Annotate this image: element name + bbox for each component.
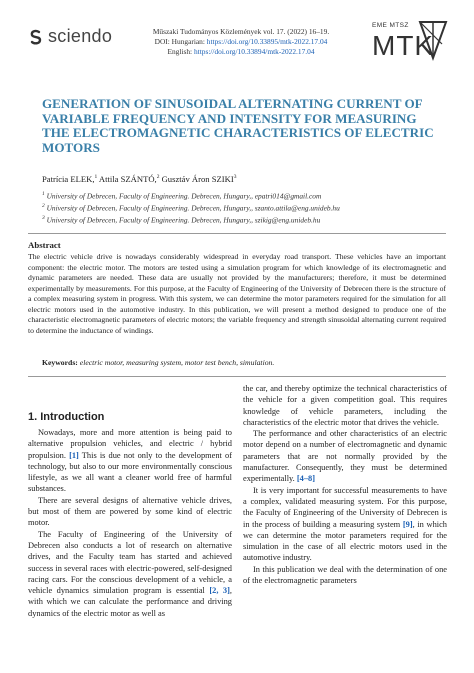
- mtk-logo-icon: [416, 18, 450, 62]
- doi-english-link[interactable]: https://doi.org/10.33894/mtk-2022.17.04: [193, 47, 315, 56]
- paragraph: Nowadays, more and more attention is being paid to alternative propulsion vehicles, and electric / hybrid propulsion. [1] This is due not only to the development of technology, but also to our more environmentally conscious lifestyle, as we all want a cleaner world free of harmful substances.: [28, 428, 232, 494]
- paragraph: The Faculty of Engineering of the University of Debrecen also conducts a lot of research on alternative drives, and the Faculty team has started and achieved success in several races with electric-powered, self-designed racing cars. For the conscious development of a vehicle, a vehicle dynamics simulation program is essential [2, 3], with which we can calculate the performance and driving dynamics of the electric motor as well as: [28, 529, 233, 618]
- paragraph: The performance and other characteristics of an electric motor depend on a number of electromagnetic and dynamic parameters that are not normally provided by the manufacturer. Consequently, they must be determined experimentally. [4–8]: [243, 429, 447, 484]
- right-column: [243, 383, 447, 586]
- doi-english: English: https://doi.org/10.33894/mtk-2022.17.04: [167, 47, 315, 56]
- abstract-heading: Abstract: [28, 240, 61, 250]
- keywords-list: electric motor, measuring system, motor test bench, simulation.: [77, 358, 275, 367]
- affiliation: $^1$ University of Debrecen, Faculty of Engineering. Debrecen, Hungary,, epatri014@gmail.com: [42, 191, 322, 201]
- left-column: [28, 427, 232, 619]
- doi-hungarian-link[interactable]: https://doi.org/10.33895/mtk-2022.17.04: [206, 37, 328, 46]
- emt-logo-small-text: EME MTSZ: [372, 22, 409, 29]
- section-heading: 1. Introduction: [28, 411, 105, 423]
- mtk-logo-text: MTK: [372, 30, 435, 61]
- journal-header: [136, 27, 346, 57]
- paragraph: In this publication we deal with the determination of one of the electromagnetic parameters: [243, 564, 447, 586]
- paragraph: It is very important for successful measurements to have a complex, validated measuring system. For this purpose, the Faculty of Engineering of the University of Debrecen is in the process of building a measuring system [9], in which we can determine the motor parameters required for the simulation in the case of all electric motors used in the automotive industry.: [243, 485, 447, 563]
- citation-link[interactable]: [1]: [69, 450, 79, 460]
- citation-link[interactable]: [9]: [402, 519, 413, 529]
- sciendo-logo-icon: [28, 29, 44, 45]
- affiliation: $^2$ University of Debrecen, Faculty of Engineering. Debrecen, Hungary,, szanto.attila@eng.unideb.hu: [42, 203, 340, 213]
- paragraph: the car, and thereby optimize the technical characteristics of the vehicle for a given competition goal. This requires knowledge of vehicle parameters, including the characteristics of the electric motor that drives the vehicle.: [243, 384, 447, 427]
- abstract-text: The electric vehicle drive is nowadays considerably widespread in everyday road transport. These vehicles have an important component: the electric motor. The motors are tested using a simulation program for which knowledge of its electromagnetic and dynamic parameters are needed. These data are usually not provided by the manufacturers; therefore, it must be determined experimentally by measurements. For this purpose, at the Faculty of Engineering of the University of Debrecen there is the structure of a complex measuring system in progress. With this system, we can determine the motor parameters required for the simulation for all electric motors used in the automotive industry. In this publication, we will present a method designed to produce one of the characteristic electromagnetic parameters of electric motors; the variable frequency and strength sinusoidal alternating current required to determine the inductance of windings.: [28, 252, 446, 335]
- author-list: Patrícia ELEK,$^1$ Attila SZÁNTÓ,$^2$ Gusztáv Áron SZIKI$^3$: [42, 174, 237, 184]
- doi-hungarian: DOI: Hungarian: https://doi.org/10.33895/mtk-2022.17.04: [154, 37, 328, 46]
- sciendo-logo: [28, 26, 112, 47]
- publisher-name: sciendo: [48, 26, 113, 46]
- author-name: Gusztáv Áron SZIKI: [159, 174, 234, 184]
- paper-title: GENERATION OF SINUSOIDAL ALTERNATING CURRENT OF VARIABLE FREQUENCY AND INTENSITY FOR MEASURING THE ELECTROMAGNETIC CHARACTERISTICS OF ELECTRIC MOTORS: [42, 96, 434, 155]
- citation-link[interactable]: [4–8]: [296, 474, 316, 484]
- journal-citation: Műszaki Tudományos Közlemények vol. 17. (2022) 16–19.: [152, 27, 330, 36]
- keywords-label: Keywords:: [42, 358, 78, 367]
- affiliation: $^3$ University of Debrecen, Faculty of Engineering. Debrecen, Hungary,, szikig@eng.unideb.hu: [42, 215, 321, 225]
- author-name: Patrícia ELEK,: [42, 174, 95, 184]
- paragraph: There are several designs of alternative vehicle drives, but most of them are powered by some kind of electric motor.: [28, 495, 232, 528]
- divider: [28, 233, 446, 234]
- keywords: [42, 358, 274, 367]
- citation-link[interactable]: [2, 3]: [209, 586, 230, 596]
- divider: [28, 376, 446, 377]
- author-name: Attila SZÁNTÓ,: [97, 174, 157, 184]
